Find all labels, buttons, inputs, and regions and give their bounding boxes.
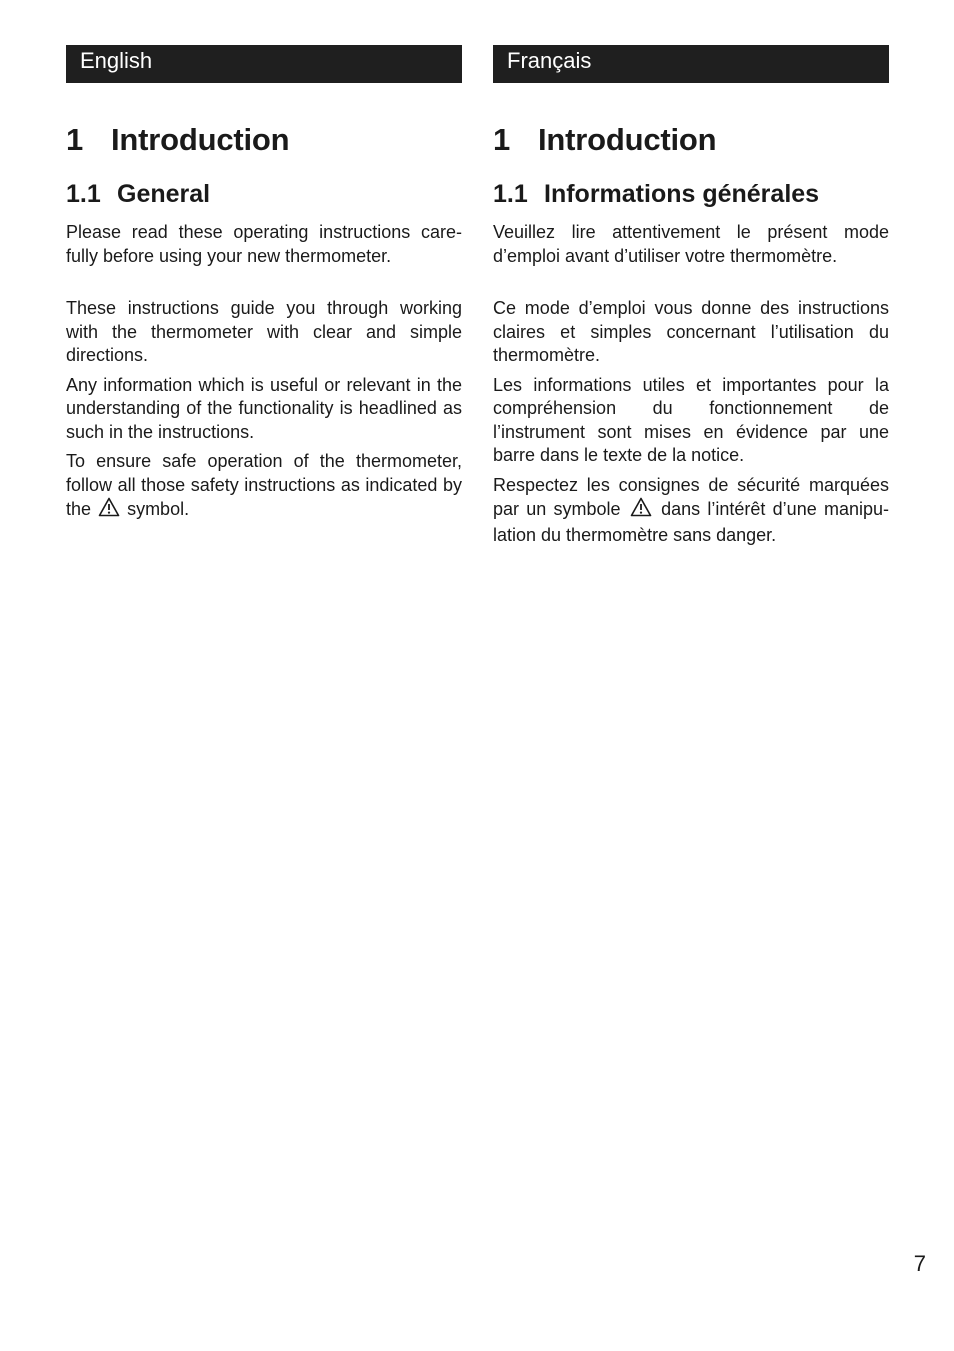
safety-text-after: dans l’intérêt d’une manipu-lation du thermomètre sans danger. xyxy=(493,499,889,545)
chapter-title: Introduction xyxy=(111,122,290,157)
paragraph-headlined-info: Les informations utiles et importantes pour la compréhension du fonctionnement de l’instrument sont mises en évidence par une barre dans le texte de la notice. xyxy=(493,374,889,465)
warning-triangle-icon xyxy=(98,497,120,524)
safety-text-before: Respectez les consignes de sécurité marquées par un symbole xyxy=(493,474,889,519)
language-header-english xyxy=(66,45,462,83)
paragraph-safety xyxy=(66,450,462,524)
page-number: 7 xyxy=(913,1251,926,1276)
chapter-number: 1 xyxy=(66,122,84,157)
safety-text-after: symbol. xyxy=(127,499,190,519)
language-header-french xyxy=(493,45,889,83)
english-column xyxy=(66,45,462,524)
paragraph-read-instructions: Veuillez lire attentivement le présent mode d’emploi avant d’utiliser votre thermomètre. xyxy=(493,222,889,266)
chapter-number: 1 xyxy=(493,122,511,157)
section-heading xyxy=(493,180,889,208)
section-number: 1.1 xyxy=(493,180,528,208)
paragraph-safety xyxy=(493,474,889,548)
paragraph-guide: These instructions guide you through working with the thermometer with clear and simple directions. xyxy=(66,298,462,365)
language-label: Français xyxy=(507,48,592,73)
chapter-heading xyxy=(66,123,462,157)
section-title: General xyxy=(117,180,211,208)
section-title: Informations générales xyxy=(544,180,820,208)
chapter-heading xyxy=(493,123,889,157)
safety-text-before: To ensure safe operation of the thermometer, follow all those safety instructions as indicated by the xyxy=(66,451,462,519)
warning-triangle-icon xyxy=(630,497,652,524)
section-number: 1.1 xyxy=(66,180,101,208)
french-column xyxy=(493,45,889,547)
paragraph-guide: Ce mode d’emploi vous donne des instructions claires et simples concernant l’utilisation du thermomètre. xyxy=(493,298,889,365)
section-heading xyxy=(66,180,462,208)
paragraph-read-instructions: Please read these operating instructions care-fully before using your new thermometer. xyxy=(66,222,462,266)
chapter-title: Introduction xyxy=(538,122,717,157)
language-label: English xyxy=(80,48,153,73)
paragraph-headlined-info: Any information which is useful or relevant in the understanding of the functionality is headlined as such in the instructions. xyxy=(66,374,462,442)
